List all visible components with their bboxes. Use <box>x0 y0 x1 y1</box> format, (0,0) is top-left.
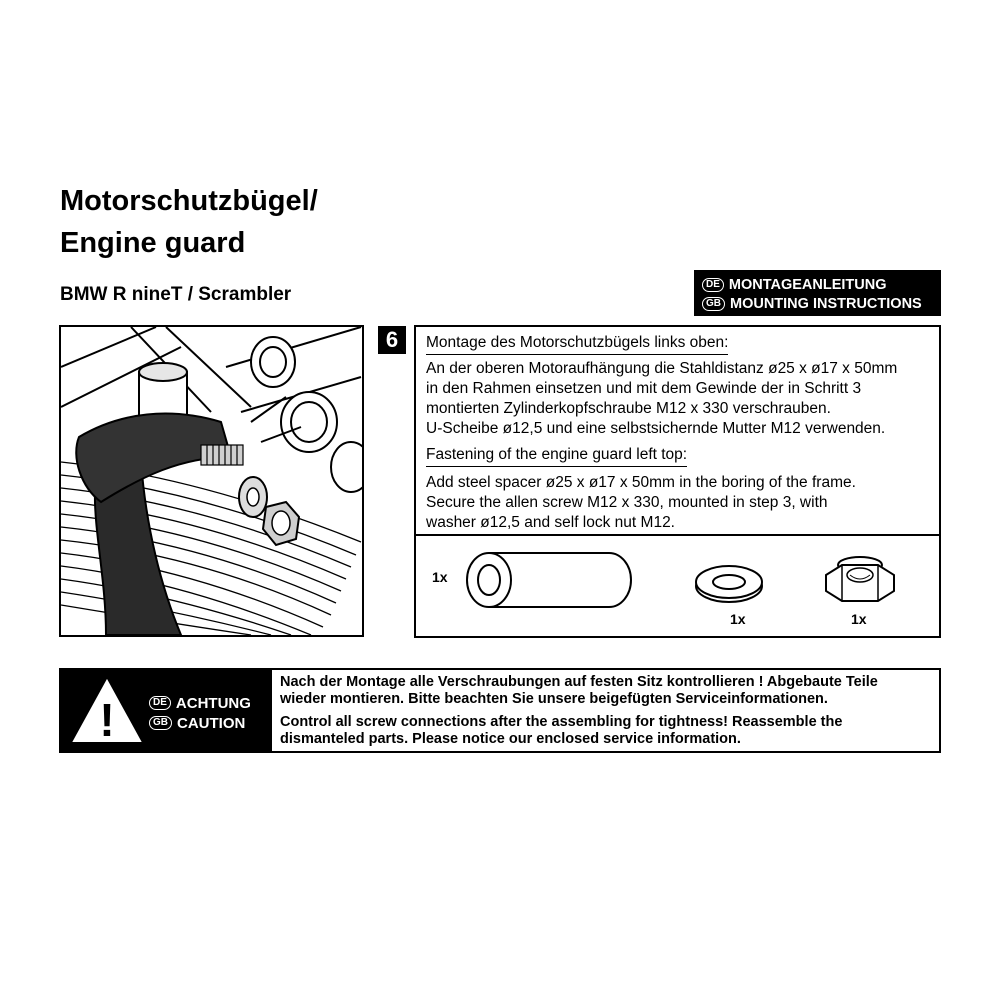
parts-divider <box>416 534 939 536</box>
caution-de-line-1: Nach der Montage alle Verschraubungen auf festen Sitz kontrollieren ! Abgebaute Teile <box>280 674 878 690</box>
caution-de-line-2: wieder montieren. Bitte beachten Sie unsere beigefügten Serviceinformationen. <box>280 691 828 707</box>
en-heading: Fastening of the engine guard left top: <box>426 445 687 467</box>
gb-label: MOUNTING INSTRUCTIONS <box>730 295 922 312</box>
caution-en-line-2: dismanteled parts. Please notice our enclosed service information. <box>280 731 741 747</box>
step-number: 6 <box>378 326 406 354</box>
de-heading: Montage des Motorschutzbügels links oben: <box>426 333 728 355</box>
nut-quantity: 1x <box>851 611 867 627</box>
title-line-1: Motorschutzbügel/ <box>60 185 318 217</box>
en-line-2: Secure the allen screw M12 x 330, mounted in step 3, with <box>426 494 828 511</box>
caution-box <box>59 668 941 753</box>
instruction-box <box>414 325 941 638</box>
en-line-3: washer ø12,5 and self lock nut M12. <box>426 514 675 531</box>
caution-gb-badge: GB <box>149 716 172 730</box>
title-line-2: Engine guard <box>60 227 246 259</box>
caution-labels <box>149 693 251 733</box>
caution-label-panel <box>61 670 272 751</box>
lock-nut-icon <box>820 553 900 605</box>
de-label: MONTAGEANLEITUNG <box>728 276 887 293</box>
caution-en-line-1: Control all screw connections after the assembling for tightness! Reassemble the <box>280 714 843 730</box>
warning-triangle-icon <box>71 678 143 744</box>
de-badge: DE <box>702 278 724 292</box>
de-line-4: U-Scheibe ø12,5 und eine selbstsichernde Mutter M12 verwenden. <box>426 420 886 437</box>
en-line-1: Add steel spacer ø25 x ø17 x 50mm in the boring of the frame. <box>426 474 856 491</box>
caution-de-label: ACHTUNG <box>175 694 251 712</box>
page-title <box>60 180 318 264</box>
caution-gb-label: CAUTION <box>177 714 246 732</box>
de-line-2: in den Rahmen einsetzen und mit dem Gewinde der in Schritt 3 <box>426 380 862 397</box>
language-box <box>694 270 941 316</box>
de-line-3: montierten Zylinderkopfschraube M12 x 330 verschrauben. <box>426 400 831 417</box>
gb-badge: GB <box>702 297 725 311</box>
caution-de-text <box>280 674 878 708</box>
washer-quantity: 1x <box>730 611 746 627</box>
caution-de-badge: DE <box>149 696 171 710</box>
assembly-illustration <box>59 325 364 637</box>
page-subtitle: BMW R nineT / Scrambler <box>60 284 292 305</box>
caution-text <box>272 670 886 751</box>
svg-text:!: ! <box>99 694 115 744</box>
washer-icon <box>693 563 765 605</box>
de-instructions <box>426 359 897 439</box>
spacer-sleeve-icon <box>464 549 634 611</box>
engine-guard-drawing <box>61 327 362 635</box>
spacer-quantity: 1x <box>432 569 448 585</box>
de-line-1: An der oberen Motoraufhängung die Stahldistanz ø25 x ø17 x 50mm <box>426 360 898 377</box>
en-instructions <box>426 473 856 533</box>
caution-en-text <box>280 714 878 748</box>
